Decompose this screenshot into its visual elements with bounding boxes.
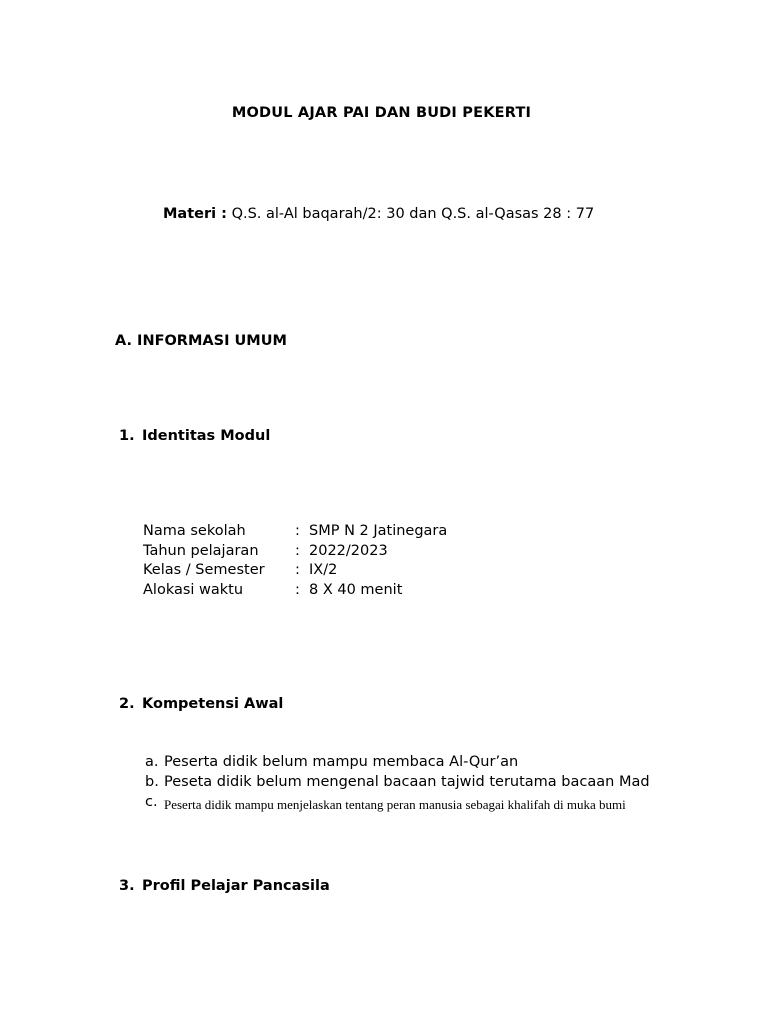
identitas-table	[143, 522, 447, 601]
subheading-number: 3.	[119, 878, 135, 894]
subheading-title: Kompetensi Awal	[142, 696, 284, 712]
subheading-identitas-modul	[119, 428, 270, 444]
identitas-separator: :	[295, 582, 300, 599]
identitas-key: Tahun pelajaran	[143, 542, 259, 559]
identitas-key: Alokasi waktu	[143, 582, 244, 599]
list-marker: a.	[145, 754, 159, 770]
list-item-text: Peserta didik mampu menjelaskan tentang peran manusia sebagai khalifah di muka bumi	[164, 797, 626, 812]
subheading-kompetensi-awal	[119, 696, 283, 712]
subheading-number: 2.	[119, 696, 135, 712]
identitas-separator: :	[295, 562, 300, 579]
list-marker: b.	[145, 773, 159, 790]
identitas-row	[143, 561, 447, 581]
subheading-title: Identitas Modul	[142, 428, 271, 444]
kompetensi-list	[145, 753, 650, 792]
identitas-separator: :	[295, 523, 300, 539]
identitas-separator: :	[295, 542, 300, 559]
identitas-key: Kelas / Semester	[143, 562, 265, 579]
list-item	[145, 753, 650, 773]
list-item-text: Peserta didik belum mampu membaca Al-Qur’an	[164, 754, 519, 770]
identitas-value: 2022/2023	[309, 542, 388, 559]
list-item	[145, 795, 695, 814]
section-heading-informasi-umum: A. INFORMASI UMUM	[115, 333, 287, 349]
list-item	[145, 773, 650, 793]
identitas-key: Nama sekolah	[143, 523, 246, 539]
subheading-number: 1.	[119, 428, 135, 444]
identitas-value: SMP N 2 Jatinegara	[309, 523, 448, 539]
identitas-row	[143, 581, 447, 601]
identitas-row	[143, 522, 447, 542]
materi-label: Materi :	[163, 206, 227, 222]
document-title: MODUL AJAR PAI DAN BUDI PEKERTI	[231, 105, 532, 121]
identitas-row	[143, 542, 447, 562]
list-item-text: Peseta didik belum mengenal bacaan tajwid terutama bacaan Mad	[164, 773, 650, 790]
materi-value: Q.S. al-Al baqarah/2: 30 dan Q.S. al-Qasas 28 : 77	[231, 206, 595, 222]
subheading-title: Profil Pelajar Pancasila	[142, 878, 330, 894]
subheading-profil-pelajar-pancasila	[119, 878, 330, 894]
list-marker: c.	[145, 794, 158, 810]
materi-line	[163, 206, 594, 222]
identitas-value: IX/2	[309, 562, 338, 579]
identitas-value: 8 X 40 menit	[309, 582, 403, 599]
